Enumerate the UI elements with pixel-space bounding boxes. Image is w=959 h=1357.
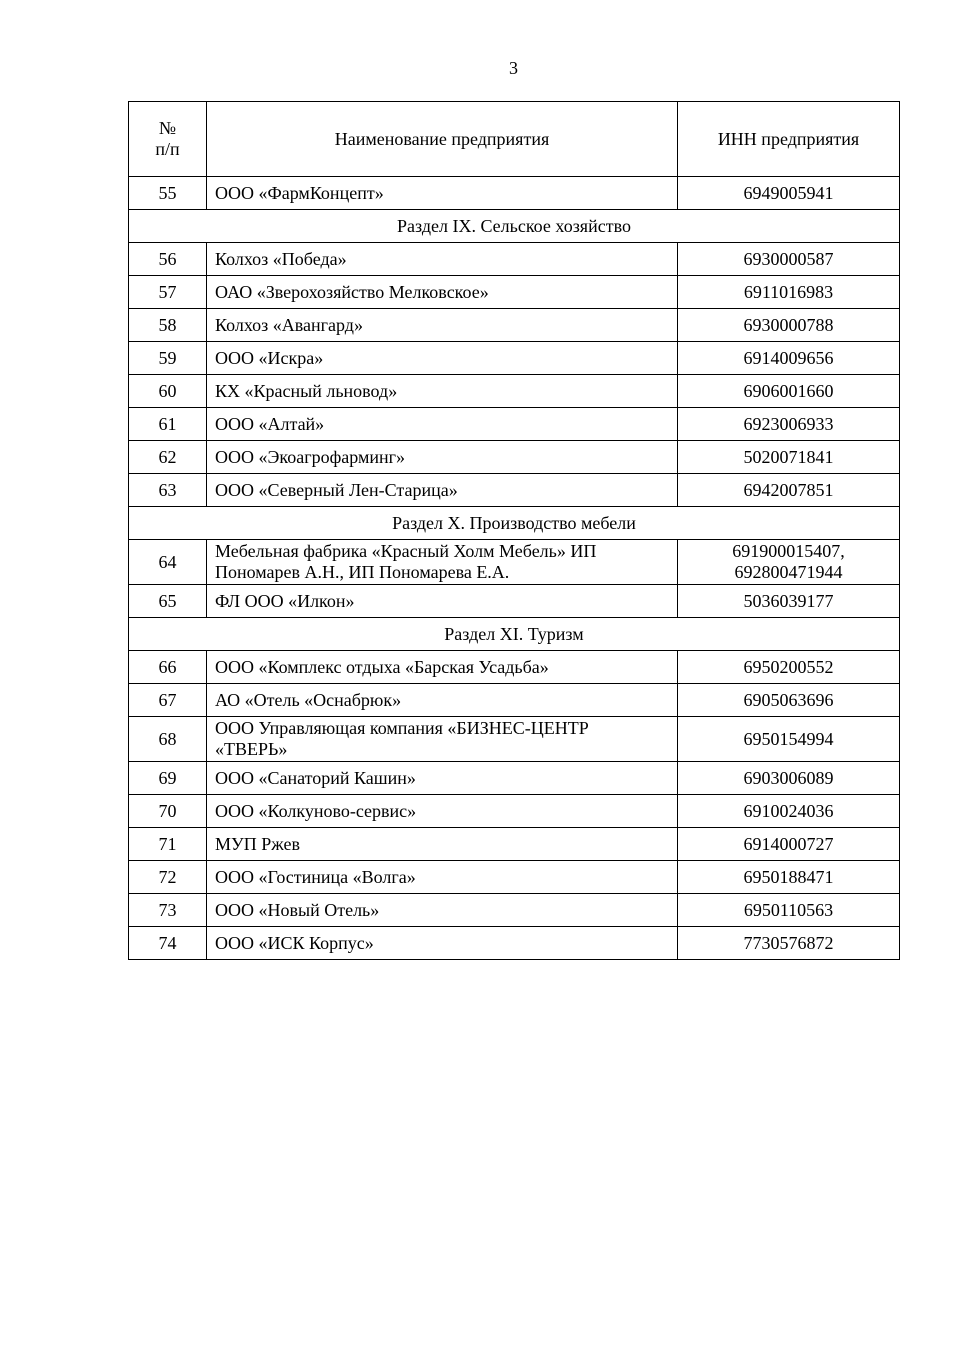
enterprise-inn: 5020071841 <box>678 441 900 474</box>
enterprise-name: ООО «Санаторий Кашин» <box>207 762 678 795</box>
table-header-row <box>129 102 900 177</box>
enterprise-inn: 6950154994 <box>678 717 900 762</box>
table-row <box>129 795 900 828</box>
header-num-line-2: п/п <box>155 139 180 159</box>
enterprise-name: ООО «ИСК Корпус» <box>207 927 678 960</box>
enterprise-name: ООО «Алтай» <box>207 408 678 441</box>
row-number: 61 <box>129 408 207 441</box>
enterprise-name: МУП Ржев <box>207 828 678 861</box>
enterprise-name-line: «ТВЕРЬ» <box>215 739 288 759</box>
row-number: 72 <box>129 861 207 894</box>
enterprise-name: ООО «Комплекс отдыха «Барская Усадьба» <box>207 651 678 684</box>
enterprise-name: ООО «Экоагрофарминг» <box>207 441 678 474</box>
enterprise-inn: 6950110563 <box>678 894 900 927</box>
table-row <box>129 474 900 507</box>
row-number: 57 <box>129 276 207 309</box>
table-row <box>129 684 900 717</box>
enterprise-inn <box>678 540 900 585</box>
enterprise-inn: 6950188471 <box>678 861 900 894</box>
section-title: Раздел XI. Туризм <box>129 618 900 651</box>
page-number: 3 <box>509 58 518 78</box>
header-num <box>129 102 207 177</box>
enterprise-inn-line: 692800471944 <box>734 562 843 582</box>
row-number: 67 <box>129 684 207 717</box>
table-row <box>129 927 900 960</box>
table-row <box>129 309 900 342</box>
section-row <box>129 507 900 540</box>
enterprise-name: ООО «ФармКонцепт» <box>207 177 678 210</box>
table-row <box>129 243 900 276</box>
row-number: 66 <box>129 651 207 684</box>
enterprise-name-line: Пономарев А.Н., ИП Пономарева Е.А. <box>215 562 510 582</box>
enterprise-name: ООО «Колкуново-сервис» <box>207 795 678 828</box>
enterprise-name: ООО «Искра» <box>207 342 678 375</box>
enterprise-inn: 6930000587 <box>678 243 900 276</box>
row-number: 62 <box>129 441 207 474</box>
table-row <box>129 177 900 210</box>
table-body <box>129 177 900 960</box>
table-row <box>129 375 900 408</box>
header-inn: ИНН предприятия <box>678 102 900 177</box>
enterprise-inn: 7730576872 <box>678 927 900 960</box>
enterprise-inn: 6942007851 <box>678 474 900 507</box>
table-row <box>129 717 900 762</box>
enterprise-name: АО «Отель «Оснабрюк» <box>207 684 678 717</box>
row-number: 65 <box>129 585 207 618</box>
header-name: Наименование предприятия <box>207 102 678 177</box>
table-row <box>129 441 900 474</box>
enterprise-name <box>207 717 678 762</box>
enterprise-name: ФЛ ООО «Илкон» <box>207 585 678 618</box>
row-number: 58 <box>129 309 207 342</box>
header-num-line-1: № <box>158 118 177 138</box>
enterprise-table <box>128 101 900 960</box>
enterprise-name: ООО «Гостиница «Волга» <box>207 861 678 894</box>
row-number: 56 <box>129 243 207 276</box>
table-row <box>129 585 900 618</box>
enterprise-inn: 6949005941 <box>678 177 900 210</box>
enterprise-name: Колхоз «Авангард» <box>207 309 678 342</box>
enterprise-name: ОАО «Зверохозяйство Мелковское» <box>207 276 678 309</box>
table-row <box>129 342 900 375</box>
section-row <box>129 618 900 651</box>
enterprise-inn: 6923006933 <box>678 408 900 441</box>
row-number: 71 <box>129 828 207 861</box>
enterprise-name: КХ «Красный льновод» <box>207 375 678 408</box>
enterprise-inn: 6911016983 <box>678 276 900 309</box>
enterprise-name: ООО «Новый Отель» <box>207 894 678 927</box>
table-row <box>129 651 900 684</box>
enterprise-inn: 5036039177 <box>678 585 900 618</box>
table-row <box>129 408 900 441</box>
row-number: 55 <box>129 177 207 210</box>
section-title: Раздел X. Производство мебели <box>129 507 900 540</box>
row-number: 68 <box>129 717 207 762</box>
enterprise-name: ООО «Северный Лен-Старица» <box>207 474 678 507</box>
table-row <box>129 828 900 861</box>
enterprise-inn: 6914000727 <box>678 828 900 861</box>
enterprise-name: Колхоз «Победа» <box>207 243 678 276</box>
enterprise-inn: 6906001660 <box>678 375 900 408</box>
row-number: 60 <box>129 375 207 408</box>
row-number: 70 <box>129 795 207 828</box>
row-number: 64 <box>129 540 207 585</box>
enterprise-inn: 6905063696 <box>678 684 900 717</box>
row-number: 63 <box>129 474 207 507</box>
table-row <box>129 861 900 894</box>
enterprise-name-line: ООО Управляющая компания «БИЗНЕС-ЦЕНТР <box>215 718 589 738</box>
row-number: 73 <box>129 894 207 927</box>
table-row <box>129 276 900 309</box>
row-number: 59 <box>129 342 207 375</box>
enterprise-inn: 6914009656 <box>678 342 900 375</box>
enterprise-inn: 6903006089 <box>678 762 900 795</box>
enterprise-name-line: Мебельная фабрика «Красный Холм Мебель» ИП <box>215 541 597 561</box>
enterprise-inn: 6930000788 <box>678 309 900 342</box>
row-number: 74 <box>129 927 207 960</box>
table-row <box>129 540 900 585</box>
section-title: Раздел IX. Сельское хозяйство <box>129 210 900 243</box>
enterprise-inn-line: 691900015407, <box>732 541 845 561</box>
enterprise-inn: 6950200552 <box>678 651 900 684</box>
enterprise-name <box>207 540 678 585</box>
enterprise-inn: 6910024036 <box>678 795 900 828</box>
table-row <box>129 894 900 927</box>
table-row <box>129 762 900 795</box>
row-number: 69 <box>129 762 207 795</box>
section-row <box>129 210 900 243</box>
